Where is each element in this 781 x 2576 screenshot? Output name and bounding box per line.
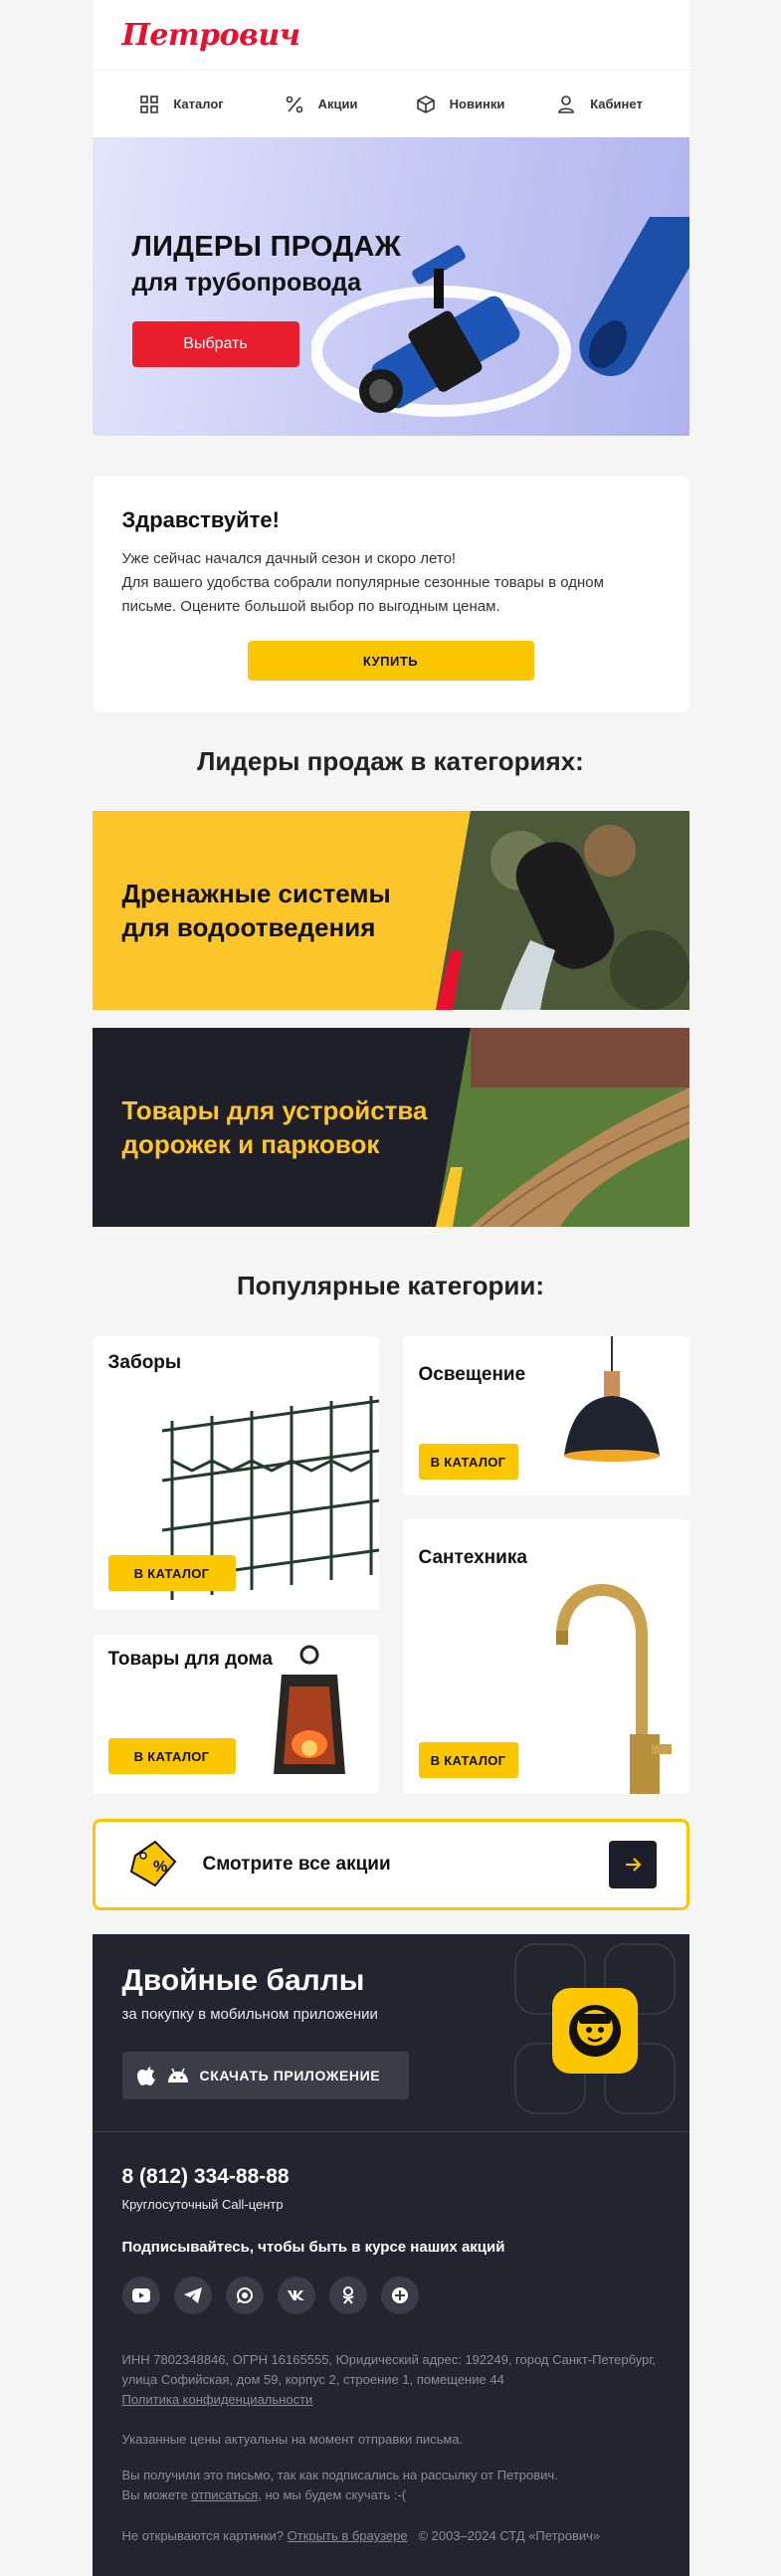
banner-line-1: Товары для устройства bbox=[121, 1095, 428, 1125]
other-icon[interactable] bbox=[381, 2277, 419, 2314]
nav-new[interactable] bbox=[391, 95, 530, 114]
hero-banner[interactable] bbox=[93, 137, 689, 436]
svg-text:%: % bbox=[152, 1859, 167, 1876]
company-info: ИНН 7802348846, ОГРН 16165555, Юридический адрес: 192249, город Санкт-Петербург, улица Софийская, дом 59, корпус 2, строение 1, помещение 44 bbox=[121, 2352, 657, 2387]
box-icon bbox=[416, 95, 436, 114]
legal-bottom bbox=[122, 2526, 660, 2546]
unsubscribe-link[interactable]: отписаться bbox=[191, 2487, 259, 2502]
footer-divider bbox=[93, 2131, 689, 2132]
nav-label: Кабинет bbox=[590, 97, 643, 111]
tile-home-goods[interactable] bbox=[93, 1635, 379, 1794]
arrow-right-icon[interactable] bbox=[609, 1841, 657, 1888]
petrovich-logo[interactable]: Петрович bbox=[121, 17, 300, 53]
legal-prices: Указанные цены актуальны на момент отправки письма. bbox=[121, 2432, 464, 2447]
petrovich-app-logo[interactable] bbox=[552, 1988, 638, 2074]
nav-catalog[interactable] bbox=[112, 95, 252, 114]
unsubscribe-before: Вы можете bbox=[121, 2487, 192, 2502]
social-links bbox=[122, 2277, 419, 2314]
tile-fences[interactable] bbox=[93, 1336, 379, 1610]
nav-label: Акции bbox=[317, 97, 358, 111]
nav-label: Каталог bbox=[173, 97, 224, 111]
tile-title: Освещение bbox=[418, 1364, 526, 1385]
greeting-line-1: Уже сейчас начался дачный сезон и скоро лето! bbox=[121, 550, 457, 567]
vk-icon[interactable] bbox=[278, 2277, 315, 2314]
download-app-label: СКАЧАТЬ ПРИЛОЖЕНИЕ bbox=[199, 2068, 381, 2083]
odnoklassniki-icon[interactable] bbox=[329, 2277, 367, 2314]
legal-unsubscribe bbox=[122, 2466, 660, 2505]
tile-catalog-button[interactable]: В КАТАЛОГ bbox=[419, 1444, 518, 1480]
youtube-icon[interactable] bbox=[122, 2277, 160, 2314]
grid-icon bbox=[139, 95, 159, 114]
whatsapp-icon[interactable] bbox=[226, 2277, 264, 2314]
tile-catalog-button[interactable]: В КАТАЛОГ bbox=[108, 1738, 236, 1774]
footer bbox=[93, 1934, 689, 2576]
pendant-lamp-illustration bbox=[552, 1336, 672, 1476]
header bbox=[93, 0, 689, 70]
download-app-button[interactable] bbox=[122, 2052, 409, 2099]
tile-title: Заборы bbox=[107, 1352, 182, 1373]
nav-account[interactable] bbox=[530, 95, 670, 114]
tile-plumbing[interactable] bbox=[403, 1519, 689, 1794]
promo-label: Смотрите все акции bbox=[202, 1854, 391, 1875]
popular-title: Популярные категории: bbox=[236, 1271, 545, 1300]
subscription-reason: Вы получили это письмо, так как подписались на рассылку от Петрович. bbox=[121, 2468, 558, 2482]
nav-label: Новинки bbox=[449, 97, 505, 111]
banner-text bbox=[122, 1093, 428, 1161]
unsubscribe-after: , но мы будем скучать :-( bbox=[258, 2487, 407, 2502]
tile-catalog-button[interactable]: В КАТАЛОГ bbox=[419, 1742, 518, 1778]
phone-number[interactable]: 8 (812) 334-88-88 bbox=[121, 2165, 290, 2188]
hero-select-button[interactable]: Выбрать bbox=[132, 321, 299, 367]
leaders-title: Лидеры продаж в категориях: bbox=[197, 746, 584, 776]
legal-company bbox=[122, 2350, 660, 2410]
banner-paving[interactable] bbox=[93, 1028, 689, 1227]
faucet-illustration bbox=[522, 1555, 672, 1794]
buy-button[interactable]: КУПИТЬ bbox=[248, 641, 534, 681]
privacy-link[interactable]: Политика конфиденциальности bbox=[121, 2392, 313, 2407]
tile-title: Сантехника bbox=[418, 1547, 527, 1568]
apple-icon bbox=[136, 2065, 156, 2086]
greeting-line-2: Для вашего удобства собрали популярные сезонные товары в одном письме. Оцените большой выбор по выгодным ценам. bbox=[121, 574, 604, 615]
banner-line-2: дорожек и парковок bbox=[121, 1129, 380, 1159]
copyright: © 2003–2024 СТД «Петрович» bbox=[418, 2528, 601, 2543]
greeting-card bbox=[93, 476, 689, 712]
greeting-title: Здравствуйте! bbox=[121, 507, 280, 532]
banner-line-2: для водоотведения bbox=[121, 912, 376, 942]
hero-title: ЛИДЕРЫ ПРОДАЖ bbox=[131, 231, 402, 263]
user-icon bbox=[556, 95, 576, 114]
pipe-fitting-illustration bbox=[311, 217, 689, 436]
subscribe-text: Подписывайтесь, чтобы быть в курсе наших акций bbox=[121, 2239, 505, 2256]
images-question: Не открываются картинки? bbox=[121, 2528, 285, 2543]
app-promo-subtitle: за покупку в мобильном приложении bbox=[121, 2006, 378, 2023]
top-nav bbox=[93, 70, 689, 137]
discount-tag-icon bbox=[125, 1838, 179, 1891]
percent-icon bbox=[285, 95, 304, 114]
app-promo-title: Двойные баллы bbox=[121, 1964, 365, 1997]
hero-subtitle: для трубопровода bbox=[131, 269, 361, 297]
banner-text bbox=[122, 877, 391, 944]
telegram-icon[interactable] bbox=[174, 2277, 212, 2314]
open-in-browser-link[interactable]: Открыть в браузере bbox=[287, 2528, 408, 2543]
lantern-illustration bbox=[260, 1645, 359, 1784]
tile-catalog-button[interactable]: В КАТАЛОГ bbox=[108, 1555, 236, 1591]
email-container bbox=[93, 0, 689, 2543]
phone-note: Круглосуточный Call-центр bbox=[121, 2197, 284, 2212]
banner-line-1: Дренажные системы bbox=[121, 879, 391, 908]
banner-drainage[interactable] bbox=[93, 811, 689, 1010]
tile-lighting[interactable] bbox=[403, 1336, 689, 1495]
tile-title: Товары для дома bbox=[107, 1649, 273, 1670]
all-promotions-link[interactable] bbox=[93, 1819, 689, 1910]
android-icon bbox=[166, 2067, 190, 2084]
nav-promotions[interactable] bbox=[252, 95, 391, 114]
